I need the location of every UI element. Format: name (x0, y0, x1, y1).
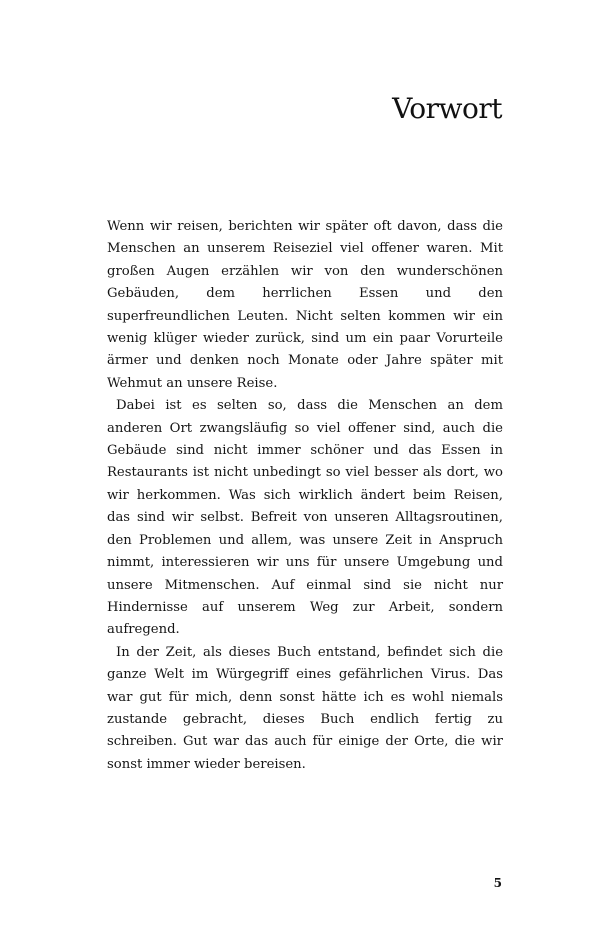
paragraph-3: In der Zeit, als dieses Buch entstand, befindet sich die ganze Welt im Würgegriff eines gefährlichen Virus. Das war gut für mich, denn sonst hätte ich es wohl niemals zustande gebracht, dieses Buch endlich fertig zu schreiben. Gut war das auch für einige der Orte, die wir sonst immer wieder bereisen. (107, 644, 503, 772)
body-text (107, 216, 503, 776)
page-number: 5 (493, 876, 502, 890)
paragraph-2: Dabei ist es selten so, dass die Menschen an dem anderen Ort zwangsläufig so viel offener sind, auch die Gebäude sind nicht immer schöner und das Essen in Restaurants ist nicht unbedingt so viel besser als dort, wo wir herkommen. Was sich wirklich ändert beim Reisen, das sind wir selbst. Befreit von unseren Alltagsroutinen, den Problemen und allem, was unsere Zeit in Anspruch nimmt, interessieren wir uns für unsere Umgebung und unsere Mitmenschen. Auf einmal sind sie nicht nur Hindernisse auf unserem Weg zur Arbeit, sondern aufregend. (107, 398, 503, 638)
paragraph-1: Wenn wir reisen, berichten wir später oft davon, dass die Menschen an unserem Reiseziel viel offener waren. Mit großen Augen erzählen wir von den wunderschönen Gebäuden, dem herrlichen Essen und den superfreundlichen Leuten. Nicht selten kommen wir ein wenig klüger wieder zurück, sind um ein paar Vorurteile ärmer und denken noch Monate oder Jahre später mit Wehmut an unsere Reise. (107, 219, 503, 391)
chapter-title: Vorwort (392, 92, 502, 125)
